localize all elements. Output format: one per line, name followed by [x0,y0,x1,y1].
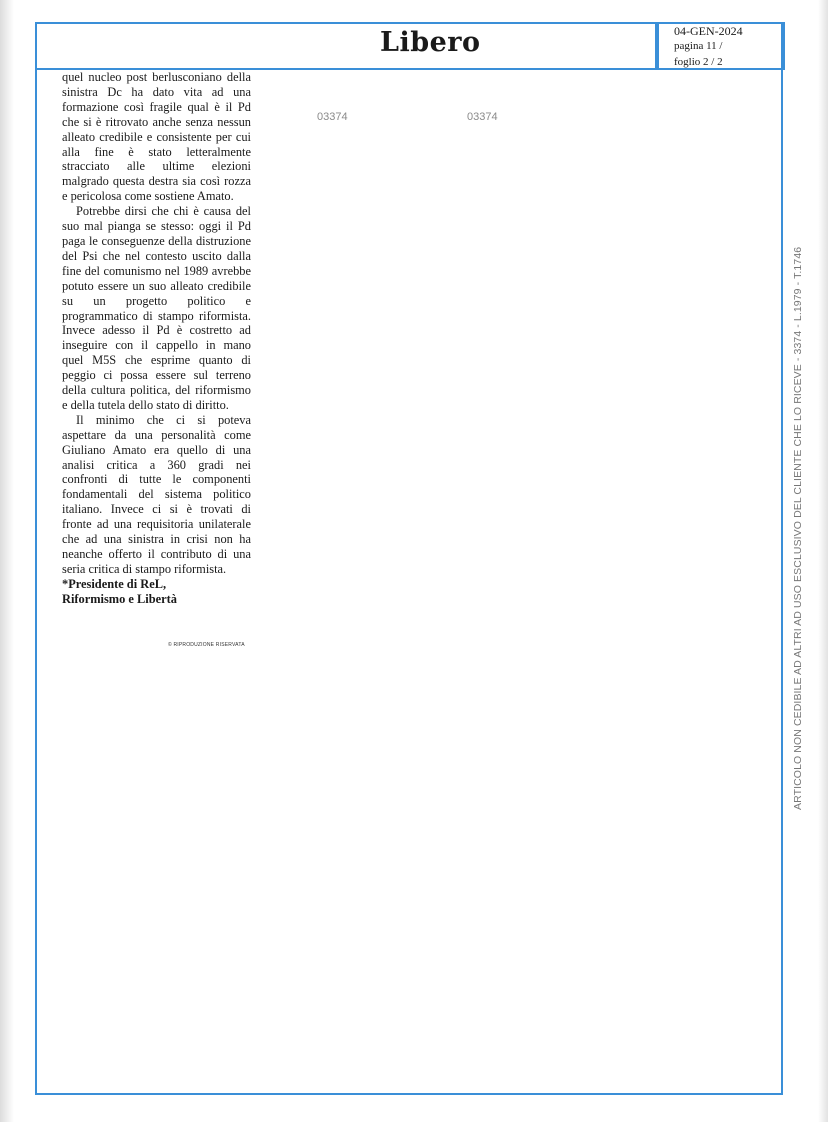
article-paragraph: Il minimo che ci si poteva aspettare da una personalità come Giuliano Amato era quello di una analisi critica a 360 gradi nei confronti di tutte le componenti fondamentali del sistema politico italiano. Invece ci si è trovati di fronte ad una requisitoria unilaterale che ad una sinistra in crisi non ha neanche offerto il contributo di una seria critica di stampo riformista. [62,412,251,576]
publication-date: 04-GEN-2024 [674,24,743,38]
page-number: pagina 11 / [674,40,723,52]
sheet-number: foglio 2 / 2 [674,56,723,68]
client-code: 03374 [317,111,348,123]
article-paragraph: quel nucleo post berlusconiano della sinistra Dc ha dato vita ad una formazione così fragile qual è il Pd che si è ritrovato anche senza nessun alleato credibile e consistente per cui alla fine è stato letteralmente stracciato alle ultime elezioni malgrado questa destra sia così rozza e pericolosa come sostiene Amato. [62,70,251,204]
page-edge-right [818,0,828,1122]
header-bar [35,22,657,70]
client-code: 03374 [467,111,498,123]
page-edge-left [0,0,14,1122]
newspaper-masthead: Libero [380,27,481,58]
article-column [62,70,251,607]
author-credit: *Presidente di ReL, [62,576,167,591]
article-paragraph: Potrebbe dirsi che chi è causa del suo mal pianga se stesso: oggi il Pd paga le conseguenze della distruzione del Psi che nel contesto uscito dalla fine del comunismo nel 1989 avrebbe potuto essere un suo alleato credibile su un progetto politico e programmatico di stampo riformista. Invece adesso il Pd è costretto ad inseguire con il cappello in mano quel M5S che esprime quanto di peggio ci possa essere sul terreno della cultura politica, del riformismo e della tutela dello stato di diritto. [62,204,251,412]
usage-notice: ARTICOLO NON CEDIBILE AD ALTRI AD USO ESCLUSIVO DEL CLIENTE CHE LO RICEVE - 3374 - L.1979 - T.1746 [792,246,804,810]
copyright-notice: © RIPRODUZIONE RISERVATA [168,642,245,648]
author-organization: Riformismo e Libertà [62,591,177,606]
